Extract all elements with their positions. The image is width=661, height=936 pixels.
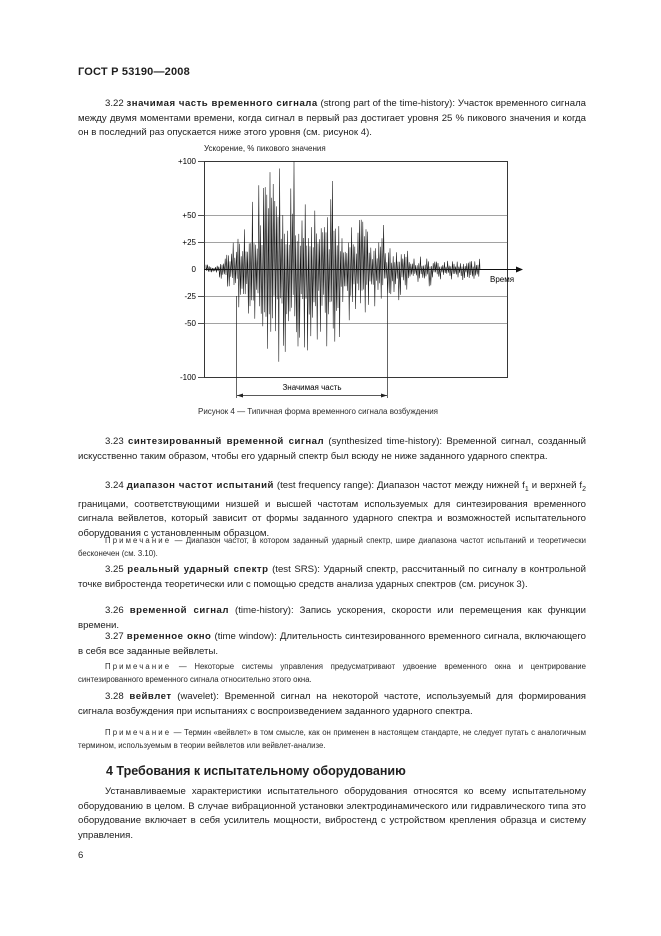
figure-4-time-history-chart <box>168 140 528 402</box>
strong-part-label: Значимая часть <box>282 383 342 392</box>
definition-text: границами, соответствующими низшей и высшей частотам используемых для синтезирования временного сигнала вейвлетов, который зависит от формы заданного ударного спектра и возможностей испытательного оборудования с установленным образцом. <box>78 498 586 539</box>
definition-text: (test SRS): Ударный спектр, рассчитанный по сигналу в контрольной точке вибростенда теоретически или с помощью средств анализа ударных спектров (см. рисунок 3). <box>78 564 586 590</box>
note-label: Примечание <box>105 536 172 545</box>
definition-term: синтезированный временной сигнал <box>128 436 325 447</box>
section-4-text: Устанавливаемые характеристики испытательного оборудования относятся ко всему испытательному оборудованию в целом. В случае вибрационной установки электродинамического или гидравлического типа это оборудование включает в себя усилитель мощности, вибростенд с устройством крепления образца и систему управления. <box>78 786 586 841</box>
definition-3-28 <box>78 690 586 719</box>
note-3 <box>78 726 586 752</box>
signal-waveform <box>206 162 480 362</box>
note-label: Примечание <box>105 728 172 737</box>
definition-3-23 <box>78 435 586 464</box>
definition-term: реальный ударный спектр <box>127 564 269 575</box>
section-4-paragraph <box>78 785 586 843</box>
dimension-arrow-right <box>381 394 387 398</box>
subscript: 2 <box>582 485 586 493</box>
page-number: 6 <box>78 850 84 861</box>
dimension-arrow-left <box>237 394 243 398</box>
y-axis-label: Ускорение, % пикового значения <box>204 144 326 153</box>
definition-text: (time window): Длительность синтезированного временного сигнала, включающего в себя все заданные вейвлеты. <box>78 631 587 657</box>
definition-term: вейвлет <box>129 691 172 702</box>
x-axis-label: Время <box>490 275 515 284</box>
definition-number: 3.25 <box>105 564 124 575</box>
definition-number: 3.26 <box>105 605 124 616</box>
note-text: — Термин «вейвлет» в том смысле, как он применен в настоящем стандарте, не следует путать с аналогичным термином, используемым в теории вейвлетов или вейвлет-анализе. <box>78 728 586 751</box>
y-tick-label: -25 <box>184 292 196 301</box>
definition-text: (time-history): Запись ускорения, скорости или перемещения как функции времени. <box>78 605 587 631</box>
y-tick-label: +50 <box>182 211 196 220</box>
y-tick-label: -50 <box>184 319 196 328</box>
definition-term: диапазон частот испытаний <box>126 480 274 491</box>
y-tick-label: +25 <box>182 238 196 247</box>
note-label: Примечание <box>105 662 172 671</box>
note-1 <box>78 534 586 560</box>
document-header: ГОСТ Р 53190—2008 <box>78 66 190 78</box>
time-axis-arrow <box>516 267 523 273</box>
definition-text: (test frequency range): Диапазон частот между нижней f <box>273 480 525 491</box>
definition-number: 3.27 <box>105 631 124 642</box>
definition-term: временное окно <box>126 631 212 642</box>
y-tick-label: +100 <box>177 157 196 166</box>
definition-text: (wavelet): Временной сигнал на некоторой частоте, используемый для формирования сигнала возбуждения при испытаниях с воспроизведением заданного ударного спектра. <box>78 691 586 717</box>
definition-text: (synthesized time-history): Временной сигнал, созданный искусственно таким образом, чтобы его ударный спектр был всюду не ниже заданного ударного спектра. <box>78 436 586 462</box>
definition-3-24 <box>78 479 586 541</box>
definition-text: (strong part of the time-history): Участок временного сигнала между двумя моментами времени, когда сигнал в первый раз достигает уровня 25 % пикового значения и когда он в последний раз опускается ниже этого уровня (см. рисунок 4). <box>78 98 587 139</box>
y-tick-label: -100 <box>179 373 196 382</box>
subscript: 1 <box>524 485 529 493</box>
note-text: — Некоторые системы управления предусматривают удвоение временного окна и центрирование синтезированного временного сигнала относительно этого окна. <box>78 662 586 685</box>
definition-term: временной сигнал <box>129 605 229 616</box>
definition-3-27 <box>78 630 586 659</box>
note-2 <box>78 660 586 686</box>
definition-number: 3.22 <box>105 98 124 109</box>
definition-term: значимая часть временного сигнала <box>126 98 318 109</box>
definition-number: 3.23 <box>105 436 124 447</box>
y-tick-label: 0 <box>191 265 196 274</box>
note-text: — Диапазон частот, в котором заданный ударный спектр, шире диапазона частот испытаний и теоретически бесконечен (см. 3.10). <box>78 536 586 559</box>
definition-3-26 <box>78 604 586 633</box>
definition-number: 3.28 <box>105 691 124 702</box>
definition-text: и верхней f <box>528 480 583 491</box>
definition-number: 3.24 <box>105 480 124 491</box>
figure-caption: Рисунок 4 — Типичная форма временного сигнала возбуждения <box>198 407 439 416</box>
definition-3-22 <box>78 97 586 141</box>
section-4-heading: 4 Требования к испытательному оборудованию <box>106 764 406 778</box>
definition-3-25 <box>78 563 586 592</box>
